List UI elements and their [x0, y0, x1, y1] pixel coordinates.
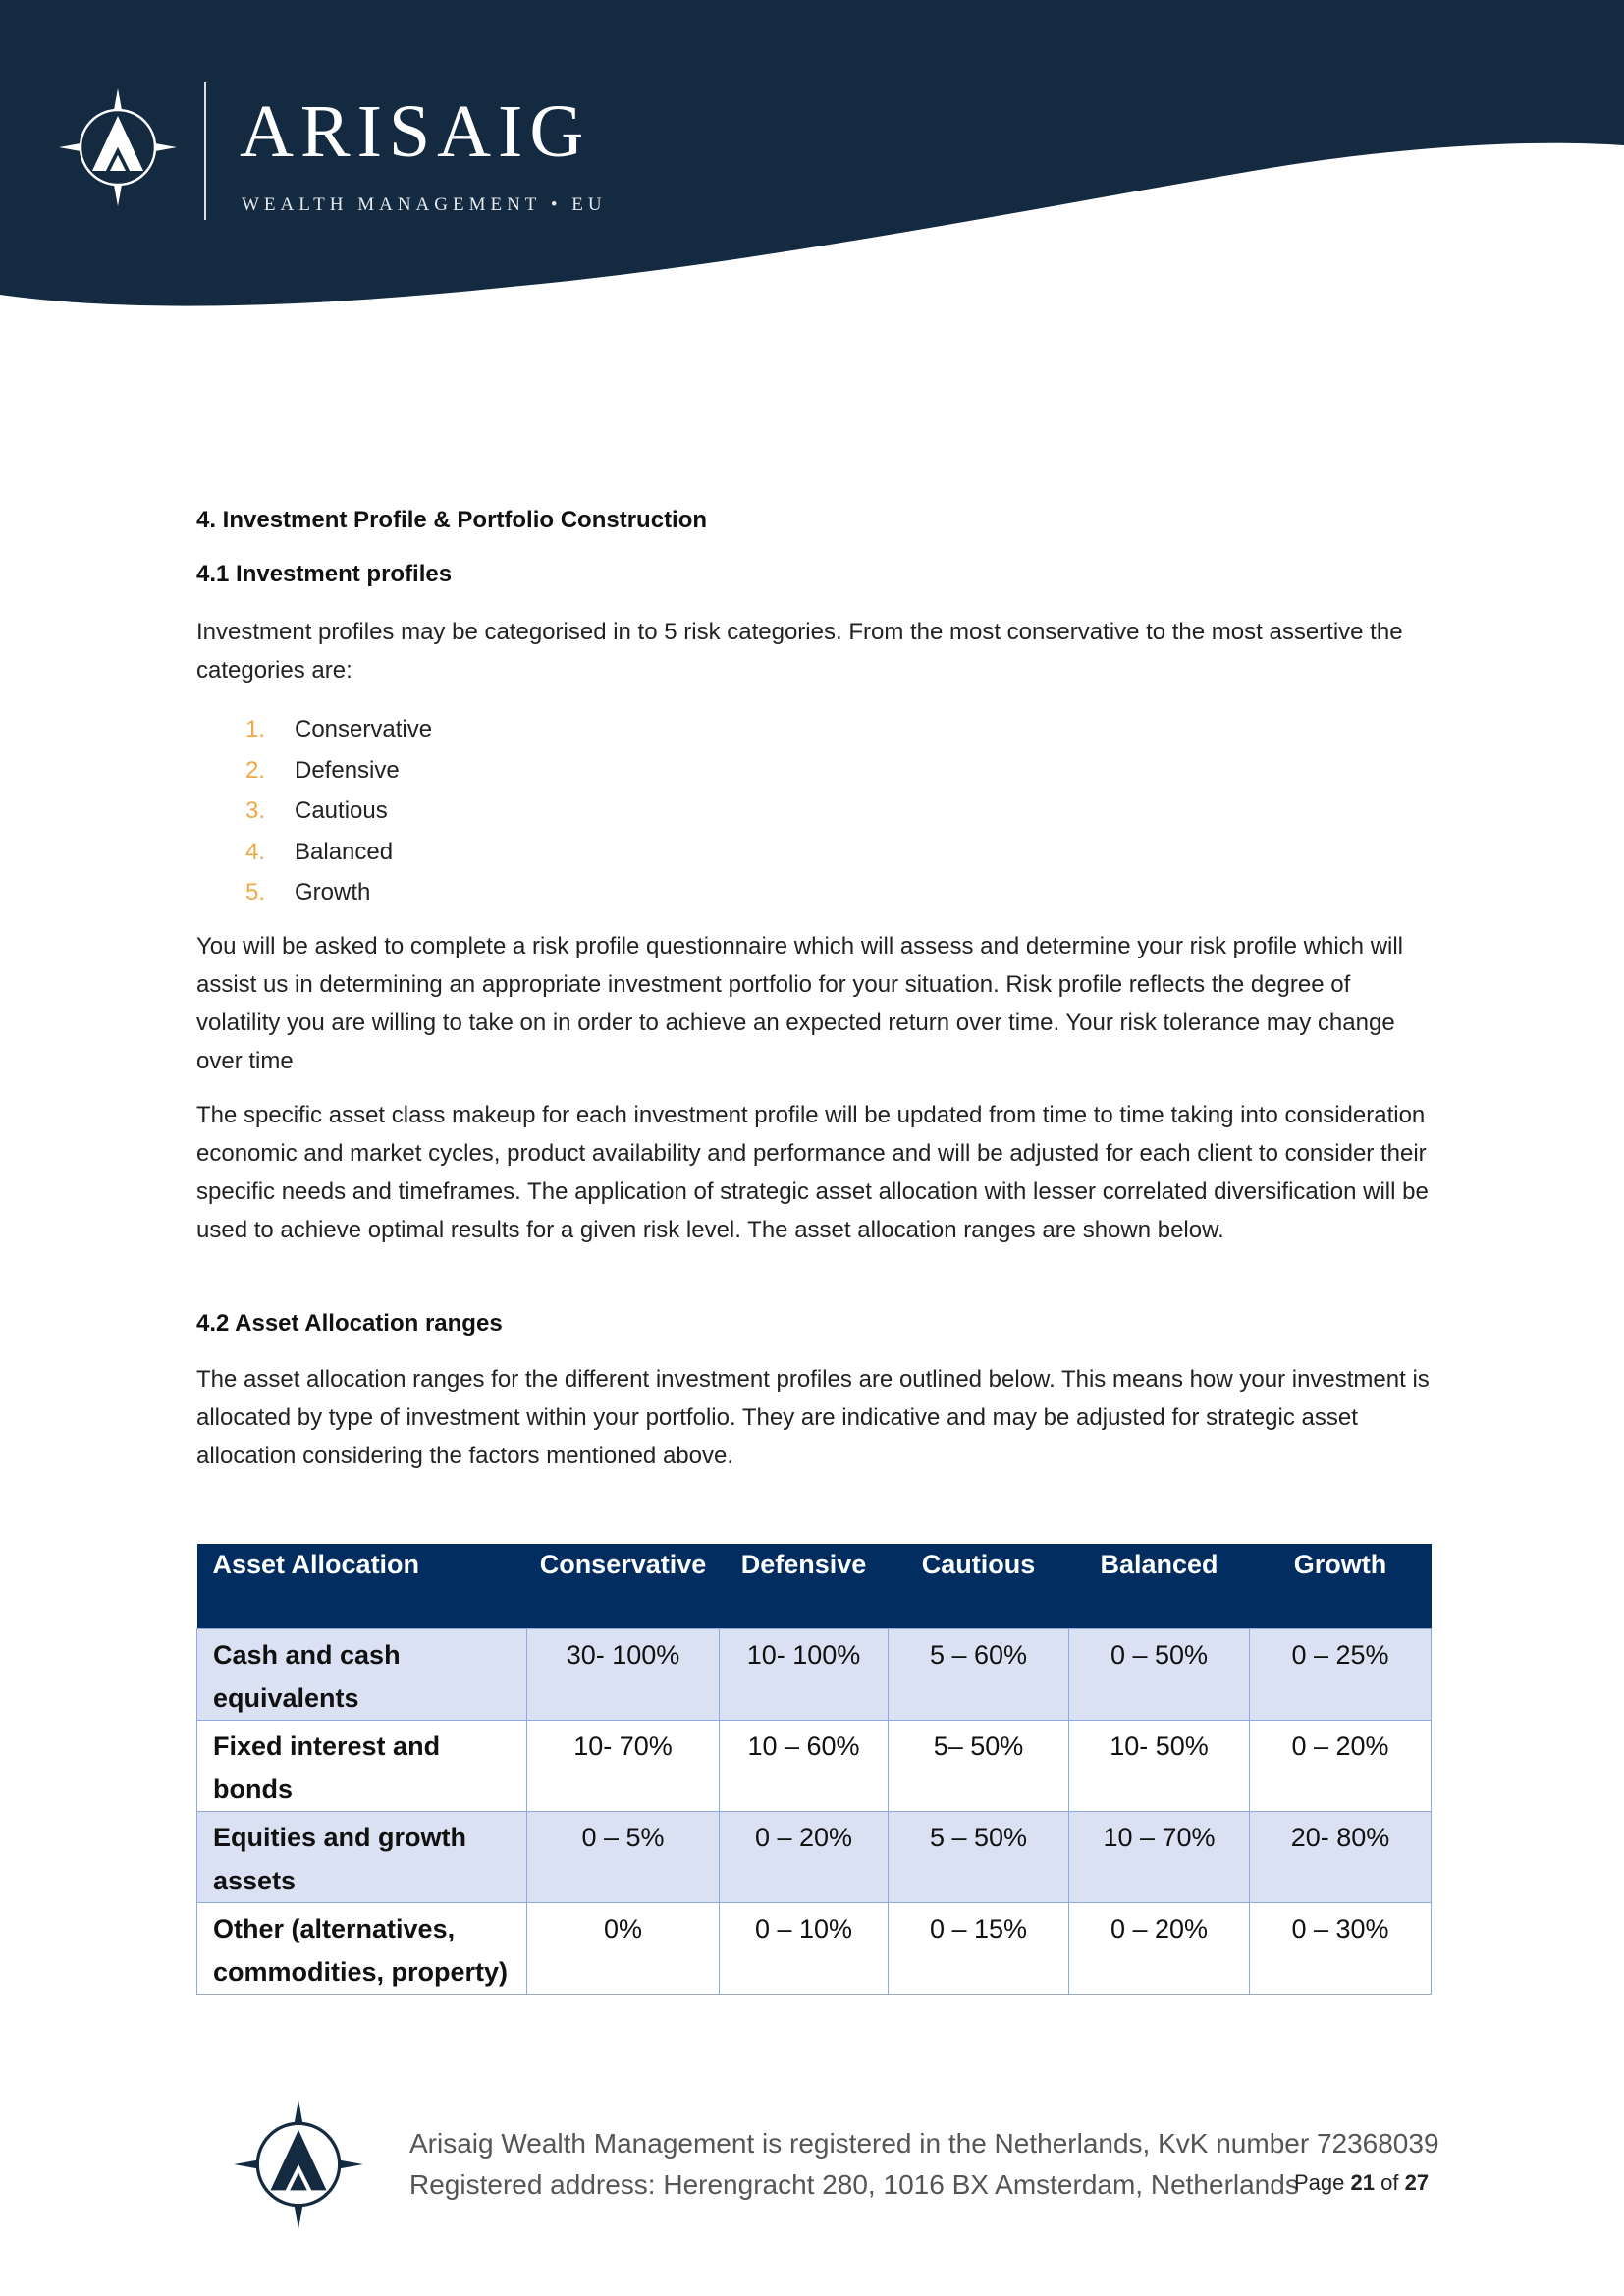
table-cell: 0 – 5% — [527, 1812, 720, 1903]
table-cell: 0 – 20% — [720, 1812, 889, 1903]
ranges-paragraph: The asset allocation ranges for the different investment profiles are outlined below. This means how your investment is allocated by type of investment within your portfolio. They are indicative and may be adjusted for strategic asset allocation considering the factors mentioned above. — [196, 1366, 1430, 1469]
compass-mountain-icon — [232, 2098, 365, 2231]
section-title: 4. Investment Profile & Portfolio Construction — [196, 507, 708, 533]
intro-paragraph: Investment profiles may be categorised in to 5 risk categories. From the most conservative to the most assertive the categories are: — [196, 619, 1403, 683]
table-cell: 0 – 10% — [720, 1903, 889, 1995]
list-number: 1. — [245, 716, 266, 742]
compass-mountain-icon — [57, 86, 179, 208]
table-cell: 5– 50% — [889, 1721, 1069, 1812]
list-item — [196, 709, 432, 750]
page-number — [1294, 2170, 1429, 2196]
table-row — [197, 1812, 1432, 1903]
table-cell: 10- 100% — [720, 1629, 889, 1721]
list-label: Defensive — [295, 756, 400, 784]
brand-name: ARISAIG — [240, 90, 591, 173]
logo-divider — [204, 82, 206, 220]
table-cell: 20- 80% — [1250, 1812, 1432, 1903]
table-cell: 0% — [527, 1903, 720, 1995]
list-label: Balanced — [295, 838, 394, 865]
footer-registration — [409, 2123, 1439, 2206]
row-label: Cash and cash equivalents — [197, 1629, 527, 1721]
table-cell: 0 – 30% — [1250, 1903, 1432, 1995]
table-cell: 0 – 50% — [1069, 1629, 1250, 1721]
table-cell: 0 – 20% — [1250, 1721, 1432, 1812]
list-label: Cautious — [295, 797, 388, 824]
column-header: Cautious — [889, 1544, 1069, 1629]
list-item — [196, 791, 432, 832]
subsection-title-profiles: 4.1 Investment profiles — [196, 561, 453, 587]
table-cell: 10- 70% — [527, 1721, 720, 1812]
table-header-row — [197, 1544, 1432, 1629]
row-label: Fixed interest and bonds — [197, 1721, 527, 1812]
table-cell: 5 – 50% — [889, 1812, 1069, 1903]
table-cell: 0 – 15% — [889, 1903, 1069, 1995]
asset-allocation-table — [196, 1544, 1432, 1995]
list-number: 5. — [245, 879, 266, 905]
list-number: 3. — [245, 797, 266, 824]
table-cell: 10 – 60% — [720, 1721, 889, 1812]
footer-line-2: Registered address: Herengracht 280, 1016 BX Amsterdam, Netherlands — [409, 2169, 1299, 2200]
list-number: 2. — [245, 756, 266, 784]
table-row — [197, 1629, 1432, 1721]
column-header: Growth — [1250, 1544, 1432, 1629]
row-label: Equities and growth assets — [197, 1812, 527, 1903]
list-item — [196, 750, 432, 792]
list-item — [196, 872, 432, 913]
page-of: of — [1380, 2170, 1399, 2195]
table-cell: 30- 100% — [527, 1629, 720, 1721]
subsection-title-ranges: 4.2 Asset Allocation ranges — [196, 1310, 503, 1337]
list-item — [196, 832, 432, 873]
page-total: 27 — [1404, 2170, 1430, 2195]
questionnaire-paragraph: You will be asked to complete a risk profile questionnaire which will assess and determine your risk profile which will assist us in determining an appropriate investment portfolio for your situation. Risk profile reflects the degree of volatility you are willing to take on in order to achieve an expected return over time. Your risk tolerance may change over time — [196, 933, 1404, 1074]
asset-class-paragraph: The specific asset class makeup for each investment profile will be updated from time to time taking into consideration economic and market cycles, product availability and performance and will be adjusted for each client to consider their specific needs and timeframes. The application of strategic asset allocation with lesser correlated diversification will be used to achieve optimal results for a given risk level. The asset allocation ranges are shown below. — [196, 1102, 1429, 1243]
page-current: 21 — [1350, 2170, 1375, 2195]
table-row — [197, 1721, 1432, 1812]
row-label: Other (alternatives, commodities, property) — [197, 1903, 527, 1995]
column-header: Asset Allocation — [197, 1544, 527, 1629]
table-cell: 5 – 60% — [889, 1629, 1069, 1721]
risk-category-list — [196, 709, 432, 913]
column-header: Balanced — [1069, 1544, 1250, 1629]
table-cell: 0 – 20% — [1069, 1903, 1250, 1995]
list-number: 4. — [245, 838, 266, 865]
table-cell: 10- 50% — [1069, 1721, 1250, 1812]
page-prefix: Page — [1294, 2170, 1345, 2195]
table-row — [197, 1903, 1432, 1995]
column-header: Conservative — [527, 1544, 720, 1629]
column-header: Defensive — [720, 1544, 889, 1629]
table-cell: 0 – 25% — [1250, 1629, 1432, 1721]
footer-line-1: Arisaig Wealth Management is registered in the Netherlands, KvK number 72368039 — [409, 2128, 1439, 2159]
list-label: Growth — [295, 879, 371, 905]
brand-tagline: WEALTH MANAGEMENT • EU — [242, 194, 607, 215]
table-cell: 10 – 70% — [1069, 1812, 1250, 1903]
list-label: Conservative — [295, 716, 433, 742]
